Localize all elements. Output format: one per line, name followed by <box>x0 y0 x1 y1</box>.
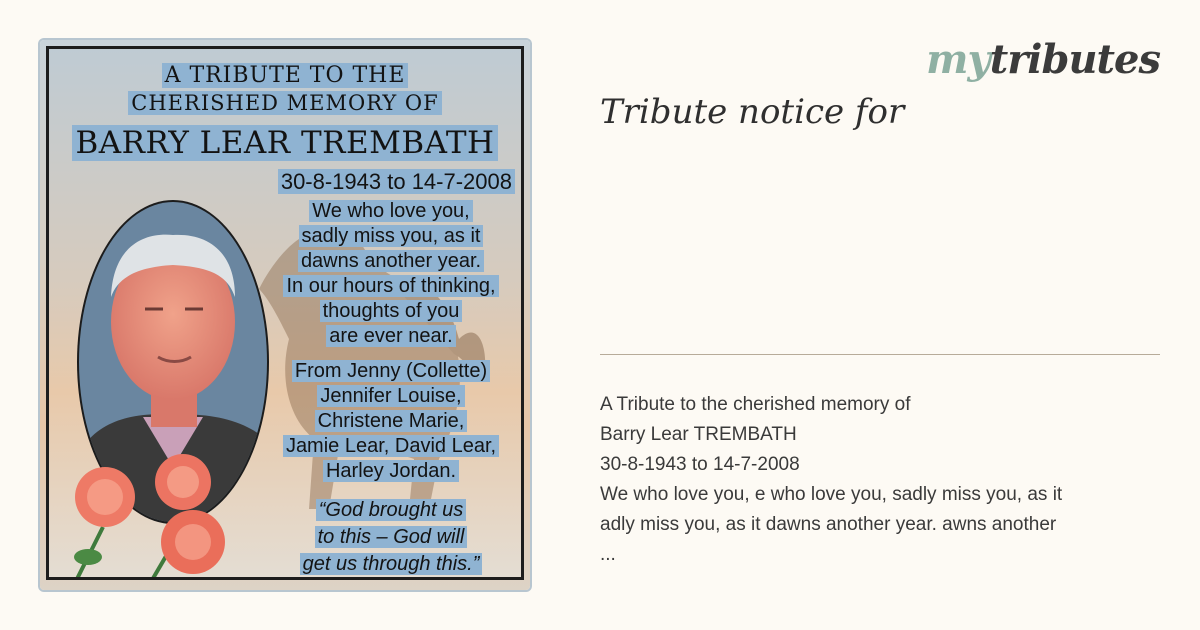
notice-dates: 30-8-1943 to 14-7-2008 <box>278 169 515 195</box>
tribute-excerpt <box>600 390 1160 570</box>
excerpt-line: 30-8-1943 to 14-7-2008 <box>600 454 800 475</box>
notice-heading-line2: CHERISHED MEMORY OF <box>49 91 521 115</box>
excerpt-line: adly miss you, as it dawns another year. awns another <box>600 514 1057 535</box>
notice-quote: “God brought us to this – God will get us through this.” <box>261 497 521 578</box>
tribute-notice-image[interactable] <box>40 40 530 590</box>
notice-heading-line1: A TRIBUTE TO THE <box>49 63 521 88</box>
mytributes-logo[interactable] <box>926 36 1160 83</box>
notice-from-family: From Jenny (Collette) Jennifer Louise, Christene Marie, Jamie Lear, David Lear, Harley Jordan. <box>261 359 521 484</box>
logo-prefix: my <box>926 36 990 83</box>
notice-verse: We who love you, sadly miss you, as it dawns another year. In our hours of thinking, thoughts of you are ever near. <box>261 199 521 349</box>
excerpt-line: A Tribute to the cherished memory of <box>600 394 911 415</box>
notice-deceased-name: BARRY LEAR TREMBATH <box>49 125 521 161</box>
excerpt-line: We who love you, e who love you, sadly miss you, as it <box>600 484 1063 505</box>
notice-frame <box>46 46 524 580</box>
divider <box>600 354 1160 355</box>
logo-suffix: tributes <box>989 36 1160 83</box>
portrait-photo <box>63 197 273 580</box>
excerpt-line: Barry Lear TREMBATH <box>600 424 797 445</box>
excerpt-ellipsis: ... <box>600 544 616 565</box>
page-title: Tribute notice for <box>600 92 905 132</box>
